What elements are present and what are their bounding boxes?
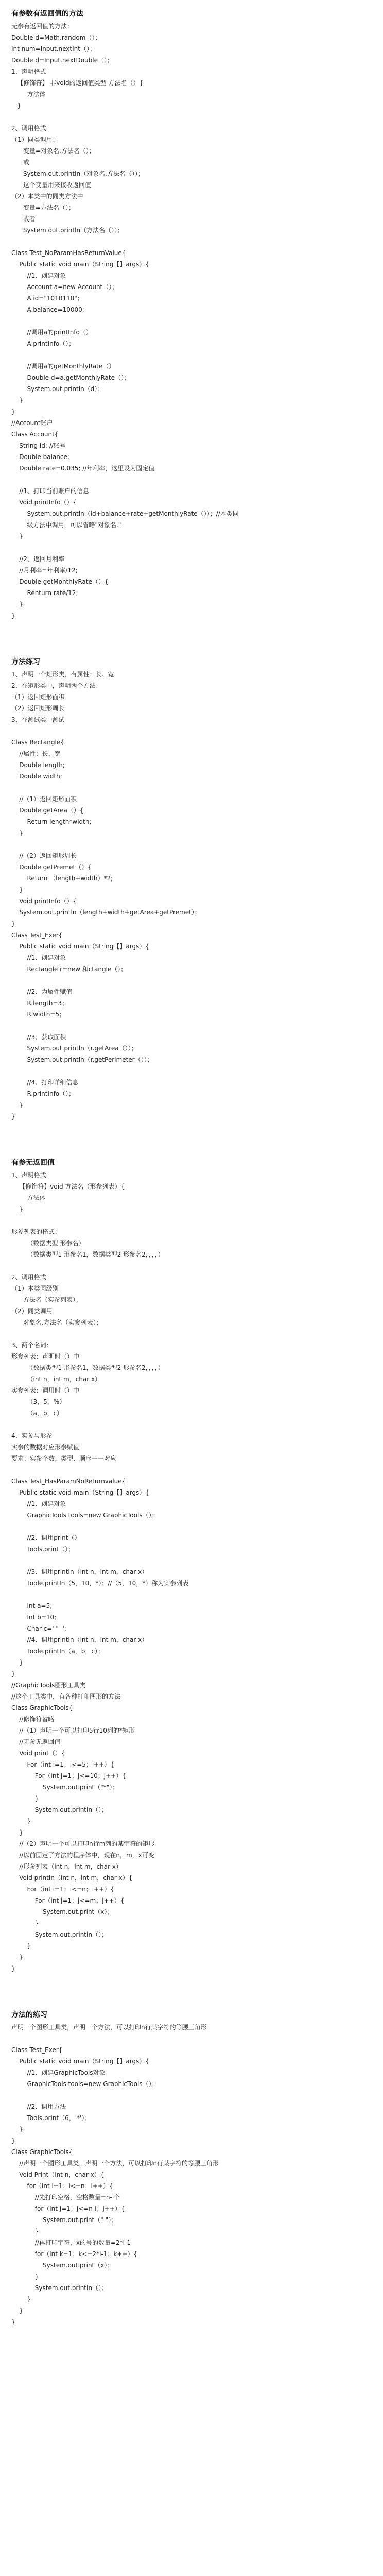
section-heading: 方法练习 — [11, 658, 40, 666]
text-line: } — [11, 2137, 15, 2144]
blank-line — [11, 1589, 372, 1600]
text-line: //月利率=年利率/12; — [11, 567, 78, 574]
blank-line — [11, 2033, 372, 2044]
blank-line — [11, 2090, 372, 2101]
text-line: System.out.println（d）； — [11, 385, 104, 393]
text-line: System.out.print（"*"）； — [11, 1784, 119, 1791]
text-line: //这个工具类中，有各种打印图形的方法 — [11, 1693, 121, 1700]
text-line: Renturn rate/12; — [11, 589, 78, 597]
text-line: //2、为属性赋值 — [11, 988, 73, 995]
text-line: } — [11, 612, 15, 619]
text-line: //4、打印详细信息 — [11, 1079, 79, 1086]
text-line: } — [11, 920, 15, 927]
text-line: //4、调用printIn（int n，int m，char x） — [11, 1636, 148, 1643]
text-line: } — [11, 2307, 23, 2314]
text-line: Void printIn（int n，int m，char x）{ — [11, 1874, 133, 1882]
text-line: Void printInfo（）{ — [11, 499, 77, 506]
section-heading: 方法的练习 — [11, 2011, 47, 2019]
text-line: } — [11, 2273, 39, 2280]
text-line: 变量=对象名.方法名（）； — [11, 147, 95, 155]
text-line: 方法体 — [11, 91, 46, 98]
text-line: （2）本类中的同类方法中 — [11, 193, 83, 200]
text-line: For（int j=1；j<=m；j++）{ — [11, 1897, 125, 1904]
text-line: } — [11, 1829, 23, 1836]
text-line: Int a=5; — [11, 1602, 53, 1609]
text-line: System.out.println（r.getPerimeter（））； — [11, 1056, 153, 1063]
text-line: //修饰符省略 — [11, 1716, 55, 1723]
text-line: Public static void main（String【】args）{ — [11, 261, 149, 268]
text-line: Toole.printIn（5，10，*）；//（5，10，*）称为实参列表 — [11, 1580, 189, 1587]
text-line: } — [11, 533, 23, 540]
text-line: 3、两个名词： — [11, 1342, 53, 1349]
text-line: System.out.println（）； — [11, 1806, 108, 1814]
text-line: Public static void main（String【】args）{ — [11, 2058, 149, 2065]
text-line: Int num=Input.nextInt（）； — [11, 45, 96, 53]
blank-line — [11, 975, 372, 986]
text-line: //先打印空格，空格数量=n-i个 — [11, 2194, 120, 2201]
text-line: System.out.println（）； — [11, 1931, 108, 1938]
text-line: } — [11, 1659, 23, 1666]
text-line: Double d=Input.nextDouble（）； — [11, 57, 114, 64]
blank-line — [11, 1020, 372, 1031]
text-line: Double getArea（）{ — [11, 807, 84, 814]
text-line: GraphicTools tools=new GraphicTools（）； — [11, 1512, 158, 1519]
text-line: //声明一个图形工具类，声明一个方法，可以打印n行某字符的等腰三角形 — [11, 2160, 219, 2167]
blank-line — [11, 1260, 372, 1272]
blank-line — [11, 1328, 372, 1340]
text-line: （2）同类调用 — [11, 1308, 53, 1315]
text-line: （2）返回矩形周长 — [11, 705, 65, 712]
text-line: System.out.print（x）； — [11, 2262, 114, 2269]
blank-line — [11, 474, 372, 485]
text-line: （int n，int m，char x） — [11, 1376, 101, 1383]
text-line: } — [11, 1942, 31, 1950]
text-line: //1、创建GraphicTools对象 — [11, 2069, 106, 2076]
text-line: For（int i=1；i<=n；i++）{ — [11, 1886, 114, 1893]
blank-line — [11, 725, 372, 737]
text-line: 声明一个图形工具类，声明一个方法，可以打印n行某字符的等腰三角形 — [11, 2024, 207, 2031]
text-line: Double d=a.getMonthlyRate（）； — [11, 374, 130, 381]
text-line: Double d=Math.random（）； — [11, 34, 101, 41]
text-line: } — [11, 829, 23, 837]
text-line: 1、声明格式 — [11, 68, 46, 75]
text-line: Double getMonthlyRate（）{ — [11, 578, 109, 585]
text-line: } — [11, 1795, 39, 1802]
text-line: //（2）声明一个可以打印n行m列的某字符的矩形 — [11, 1840, 155, 1848]
text-line: Double width; — [11, 773, 62, 780]
text-line: 2、调用格式 — [11, 1274, 46, 1281]
text-line: 无参有返回值的方法： — [11, 23, 74, 30]
text-line: （1）本类同级别 — [11, 1285, 59, 1292]
text-line: } — [11, 408, 15, 415]
blank-line — [11, 621, 372, 655]
text-line: Account a=new Account（）； — [11, 283, 118, 291]
text-line: R.length=3； — [11, 999, 68, 1007]
text-line: System.out.println（方法名（））； — [11, 227, 124, 234]
text-line: 方法体 — [11, 1194, 46, 1201]
text-line: Public static void main（String【】args）{ — [11, 1489, 149, 1496]
text-line: //形参列表（int n，int m，char x） — [11, 1863, 122, 1870]
text-line: 级方法中调用，可以省略"对象名." — [11, 521, 121, 529]
text-line: Class Account{ — [11, 431, 59, 438]
text-line: 2、在矩形类中，声明两个方法： — [11, 682, 102, 689]
text-line: R.printInfo（）； — [11, 1090, 75, 1097]
text-line: Return （length+width）*2; — [11, 875, 113, 882]
text-line: （数据类型1 形参名1，数据类型2 形参名2，，，，） — [11, 1251, 164, 1258]
text-line: //（1）声明一个可以打印5行10列的*矩形 — [11, 1727, 135, 1734]
text-line: } — [11, 2318, 15, 2326]
text-line: //（2）返回矩形周长 — [11, 852, 77, 859]
section-heading: 有参无返回值 — [11, 1159, 55, 1167]
blank-line — [11, 542, 372, 553]
text-line: 2、调用格式 — [11, 125, 46, 132]
text-line: A.id="1010110"； — [11, 295, 83, 302]
text-line: 【修饰符】void 方法名（形参列表）{ — [11, 1183, 125, 1190]
blank-line — [11, 349, 372, 361]
text-line: } — [11, 2296, 31, 2303]
text-line: Double balance; — [11, 453, 69, 461]
text-line: //2、调用方法 — [11, 2103, 66, 2110]
blank-line — [11, 236, 372, 247]
text-line: } — [11, 1920, 39, 1927]
text-line: Double length; — [11, 761, 65, 769]
text-line: （1）返回矩形面积 — [11, 693, 65, 701]
blank-line — [11, 782, 372, 793]
text-line: //（1）返回矩形面积 — [11, 795, 77, 803]
text-line: String id; //账号 — [11, 442, 66, 449]
text-line: } — [11, 601, 23, 608]
text-line: //1、创建对象 — [11, 272, 66, 279]
text-line: R.width=5； — [11, 1011, 66, 1018]
text-line: //1、创建对象 — [11, 1500, 66, 1507]
text-line: for（int i=1；i<=n；i++）{ — [11, 2182, 113, 2190]
text-line: //Account账户 — [11, 419, 53, 427]
text-line: //调用a的getMonthlyRate（） — [11, 363, 115, 370]
text-line: } — [11, 102, 22, 109]
text-line: } — [11, 1670, 15, 1677]
text-line: 这个变量用来接收返回值 — [11, 181, 91, 189]
text-line: //属性：长、宽 — [11, 750, 61, 757]
text-line: } — [11, 2228, 39, 2235]
text-line: GraphicTools tools=new GraphicTools（）； — [11, 2080, 158, 2088]
text-line: //再打印字符，x的号的数量=2*i-1 — [11, 2239, 131, 2246]
text-line: 实参的数据对应形参赋值 — [11, 1444, 80, 1451]
blank-line — [11, 1464, 372, 1476]
text-line: （数据类型 形参名） — [11, 1240, 85, 1247]
text-line: 1、声明一个矩形类，有属性：长、宽 — [11, 671, 114, 678]
text-line: } — [11, 397, 23, 404]
blank-line — [11, 315, 372, 327]
text-line: 或者 — [11, 215, 36, 223]
text-line: 形参列表：声明时（）中 — [11, 1353, 80, 1360]
text-line: Void printInfo（）{ — [11, 897, 77, 905]
text-line: 3、在测试类中测试 — [11, 716, 65, 723]
text-line: Double getPremet（）{ — [11, 863, 92, 871]
text-line: System.out.println（对象名.方法名（））； — [11, 170, 144, 177]
text-line: Class Test_Exer{ — [11, 2046, 63, 2054]
text-line: } — [11, 886, 23, 893]
text-line: System.out.println（id+balance+rate+getMonthlyRate（））；//本类同 — [11, 510, 239, 517]
blank-line — [11, 1555, 372, 1566]
text-line: （数据类型1 形参名1，数据类型2 形参名2，，，，） — [11, 1364, 164, 1371]
text-line: //无参无返回值 — [11, 1738, 61, 1745]
text-line: 1、声明格式 — [11, 1172, 46, 1179]
text-line: 实参列表：调用时（）中 — [11, 1387, 80, 1394]
text-line: Tools.print（6，'*'）； — [11, 2114, 91, 2122]
text-line: System.out.print（" "）； — [11, 2216, 118, 2224]
text-line: Double rate=0.035; //年利率，这里设为固定值 — [11, 465, 155, 472]
text-line: （1）同类调用： — [11, 136, 59, 143]
text-line: System.out.println（length+width+getArea+getPremet）； — [11, 909, 201, 916]
text-line: } — [11, 1965, 15, 1972]
text-line: Class Test_NoParamHasReturnValue{ — [11, 249, 126, 257]
text-line: Rectangle r=new 和ctangle（）； — [11, 965, 127, 973]
text-line: 方法名（实参列表）； — [11, 1296, 82, 1303]
text-line: 或 — [11, 159, 29, 166]
blank-line — [11, 1974, 372, 2008]
text-line: for（int j=1；j<=n-i；j++）{ — [11, 2205, 125, 2212]
text-line: //1、创建对象 — [11, 954, 66, 961]
text-line: 形参列表的格式： — [11, 1228, 61, 1235]
blank-line — [11, 1122, 372, 1156]
text-line: 4、实参与形参 — [11, 1432, 53, 1439]
text-line: Char c=' " '; — [11, 1625, 66, 1632]
text-line: //2、返回月利率 — [11, 555, 64, 563]
text-line: //3、调用printIn（int n，int m，char x） — [11, 1568, 148, 1575]
text-line: Class Rectangle{ — [11, 739, 64, 746]
section-heading: 有参数有返回值的方法 — [11, 10, 83, 18]
text-line: 对象名.方法名（实参列表）； — [11, 1319, 102, 1326]
text-line: //以前固定了方法的程序体中，现在n，m，x可变 — [11, 1852, 154, 1859]
text-line: //1、打印当前账户的信息 — [11, 487, 89, 495]
text-line: } — [11, 1818, 31, 1825]
text-line: } — [11, 1206, 23, 1213]
text-line: Toole.printIn（a，b，c）； — [11, 1648, 104, 1655]
text-line: //3、获取面积 — [11, 1033, 66, 1041]
text-line: } — [11, 1954, 23, 1961]
text-line: } — [11, 2126, 23, 2133]
blank-line — [11, 1419, 372, 1430]
text-line: Class GraphicTools{ — [11, 2148, 73, 2156]
text-line: for（int k=1；k<=2*i-1；k++）{ — [11, 2250, 138, 2258]
text-line: } — [11, 1113, 15, 1120]
text-line: //2、调用print（） — [11, 1534, 81, 1541]
text-line: System.out.print（x）； — [11, 1908, 114, 1916]
text-line: Public static void main（String【】args）{ — [11, 943, 149, 950]
text-line: //GraphicTools图形工具类 — [11, 1682, 86, 1689]
text-line: System.out.println（r.getArea（））； — [11, 1045, 137, 1052]
blank-line — [11, 1065, 372, 1077]
text-line: //调用a的printInfo（） — [11, 329, 92, 336]
text-line: A.printInfo（）； — [11, 340, 75, 347]
text-line: （3，5，%） — [11, 1398, 66, 1405]
text-line: For（int i=1；i<=5；i++）{ — [11, 1761, 114, 1768]
blank-line — [11, 111, 372, 123]
text-line: A.balance=10000; — [11, 306, 84, 313]
text-line: 要求：实参个数、类型、顺序一一对应 — [11, 1455, 117, 1462]
text-line: System.out.println（）； — [11, 2284, 108, 2292]
text-line: Class Test_HasParamNoReturnvalue{ — [11, 1478, 126, 1485]
text-line: Void Print（int n，char x）{ — [11, 2171, 105, 2178]
text-line: Int b=10; — [11, 1614, 57, 1621]
blank-line — [11, 1215, 372, 1226]
blank-line — [11, 839, 372, 850]
text-line: Void print（）{ — [11, 1750, 65, 1757]
text-line: Return length*width; — [11, 818, 92, 825]
text-line: （a，b，c） — [11, 1410, 63, 1417]
text-line: 【修饰符】 非void的返回值类型 方法名（）{ — [11, 79, 144, 87]
text-line: 变量=方法名（）； — [11, 204, 75, 211]
text-line: Class Test_Exer{ — [11, 931, 63, 939]
text-line: Class GraphicTools{ — [11, 1704, 73, 1711]
text-line: For（int j=1；j<=10；j++）{ — [11, 1772, 126, 1780]
text-line: } — [11, 1101, 23, 1109]
blank-line — [11, 1521, 372, 1532]
text-line: Tools.print（）； — [11, 1546, 75, 1553]
